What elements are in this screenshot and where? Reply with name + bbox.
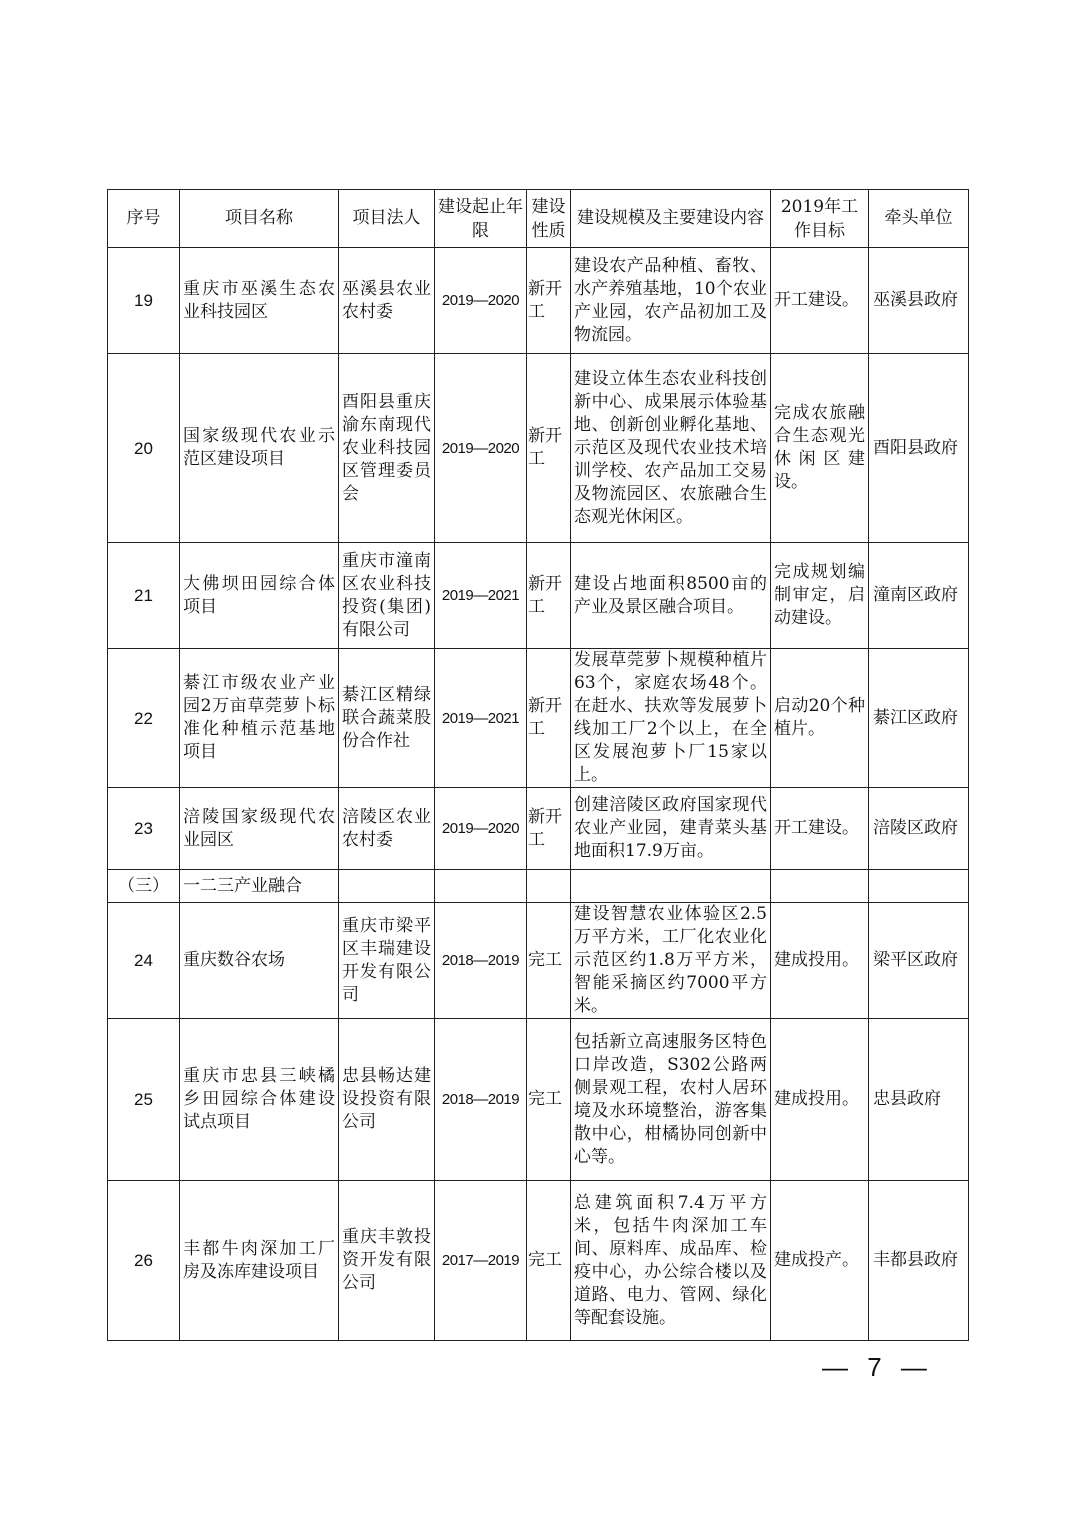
construction-type: 新开工	[527, 649, 571, 788]
project-name: 国家级现代农业示范区建设项目	[180, 354, 339, 543]
construction-content: 建设立体生态农业科技创新中心、成果展示体验基地、创新创业孵化基地、示范区及现代农业技术培训学校、农产品加工交易及物流园区、农旅融合生态观光休闲区。	[571, 354, 771, 543]
project-name: 大佛坝田园综合体项目	[180, 543, 339, 649]
construction-content: 发展草莞萝卜规模种植片63个，家庭农场48个。在赶水、扶欢等发展萝卜线加工厂2个以上，在全区发展泡萝卜厂15家以上。	[571, 649, 771, 788]
lead-unit: 潼南区政府	[869, 543, 969, 649]
project-owner: 綦江区精绿联合蔬菜股份合作社	[339, 649, 435, 788]
lead-unit: 丰都县政府	[869, 1181, 969, 1341]
construction-content: 建设农产品种植、畜牧、水产养殖基地，10个农业产业园，农产品初加工及物流园。	[571, 248, 771, 354]
lead-unit: 涪陵区政府	[869, 788, 969, 870]
construction-type: 完工	[527, 903, 571, 1019]
table-row	[108, 543, 969, 649]
row-number: 20	[108, 354, 180, 543]
construction-years: 2019—2021	[435, 649, 527, 788]
construction-content: 创建涪陵区政府国家现代农业产业园，建青菜头基地面积17.9万亩。	[571, 788, 771, 870]
construction-years: 2019—2020	[435, 248, 527, 354]
project-owner: 重庆丰敦投资开发有限公司	[339, 1181, 435, 1341]
row-number: 21	[108, 543, 180, 649]
work-target: 建成投产。	[771, 1181, 869, 1341]
project-table	[107, 189, 969, 1341]
section-row	[108, 870, 969, 903]
table-row	[108, 354, 969, 543]
work-target: 开工建设。	[771, 248, 869, 354]
construction-content: 总建筑面积7.4万平方米，包括牛肉深加工车间、原料库、成品库、检疫中心，办公综合楼以及道路、电力、管网、绿化等配套设施。	[571, 1181, 771, 1341]
lead-unit: 綦江区政府	[869, 649, 969, 788]
project-name: 重庆市巫溪生态农业科技园区	[180, 248, 339, 354]
construction-type: 新开工	[527, 788, 571, 870]
row-number: 19	[108, 248, 180, 354]
project-owner: 重庆市潼南区农业科技投资(集团)有限公司	[339, 543, 435, 649]
row-number: 25	[108, 1019, 180, 1181]
construction-content: 建设占地面积8500亩的产业及景区融合项目。	[571, 543, 771, 649]
table-row	[108, 649, 969, 788]
header-years: 建设起止年限	[435, 190, 527, 248]
construction-years: 2018—2019	[435, 1019, 527, 1181]
project-name: 綦江市级农业产业园2万亩草莞萝卜标准化种植示范基地项目	[180, 649, 339, 788]
row-number: 26	[108, 1181, 180, 1341]
construction-years: 2019—2020	[435, 788, 527, 870]
header-owner: 项目法人	[339, 190, 435, 248]
project-owner: 忠县畅达建设投资有限公司	[339, 1019, 435, 1181]
row-number: 24	[108, 903, 180, 1019]
construction-type: 新开工	[527, 354, 571, 543]
section-number: （三）	[108, 870, 180, 903]
header-content: 建设规模及主要建设内容	[571, 190, 771, 248]
construction-content: 建设智慧农业体验区2.5万平方米，工厂化农业化示范区约1.8万平方米，智能采摘区约7000平方米。	[571, 903, 771, 1019]
project-name: 重庆数谷农场	[180, 903, 339, 1019]
project-name: 丰都牛肉深加工厂房及冻库建设项目	[180, 1181, 339, 1341]
table-row	[108, 1181, 969, 1341]
work-target: 启动20个种植片。	[771, 649, 869, 788]
lead-unit: 忠县政府	[869, 1019, 969, 1181]
work-target: 开工建设。	[771, 788, 869, 870]
section-title: 一二三产业融合	[180, 870, 339, 903]
project-owner: 涪陵区农业农村委	[339, 788, 435, 870]
project-owner: 巫溪县农业农村委	[339, 248, 435, 354]
table-row	[108, 788, 969, 870]
construction-years: 2017—2019	[435, 1181, 527, 1341]
construction-type: 新开工	[527, 543, 571, 649]
row-number: 22	[108, 649, 180, 788]
work-target: 建成投用。	[771, 1019, 869, 1181]
construction-type: 新开工	[527, 248, 571, 354]
lead-unit: 梁平区政府	[869, 903, 969, 1019]
construction-years: 2018—2019	[435, 903, 527, 1019]
lead-unit: 巫溪县政府	[869, 248, 969, 354]
construction-type: 完工	[527, 1019, 571, 1181]
project-owner: 重庆市梁平区丰瑞建设开发有限公司	[339, 903, 435, 1019]
construction-years: 2019—2021	[435, 543, 527, 649]
page-number: — 7 —	[822, 1352, 933, 1382]
row-number: 23	[108, 788, 180, 870]
header-type: 建设性质	[527, 190, 571, 248]
table-header-row	[108, 190, 969, 248]
construction-content: 包括新立高速服务区特色口岸改造，S302公路两侧景观工程，农村人居环境及水环境整治，游客集散中心，柑橘协同创新中心等。	[571, 1019, 771, 1181]
header-name: 项目名称	[180, 190, 339, 248]
header-no: 序号	[108, 190, 180, 248]
work-target: 完成农旅融合生态观光休闲区建设。	[771, 354, 869, 543]
project-name: 涪陵国家级现代农业园区	[180, 788, 339, 870]
table-row	[108, 248, 969, 354]
header-lead: 牵头单位	[869, 190, 969, 248]
table-row	[108, 903, 969, 1019]
lead-unit: 酉阳县政府	[869, 354, 969, 543]
work-target: 完成规划编制审定，启动建设。	[771, 543, 869, 649]
construction-type: 完工	[527, 1181, 571, 1341]
construction-years: 2019—2020	[435, 354, 527, 543]
header-target: 2019年工作目标	[771, 190, 869, 248]
project-owner: 酉阳县重庆渝东南现代农业科技园区管理委员会	[339, 354, 435, 543]
project-name: 重庆市忠县三峡橘乡田园综合体建设试点项目	[180, 1019, 339, 1181]
work-target: 建成投用。	[771, 903, 869, 1019]
table-row	[108, 1019, 969, 1181]
